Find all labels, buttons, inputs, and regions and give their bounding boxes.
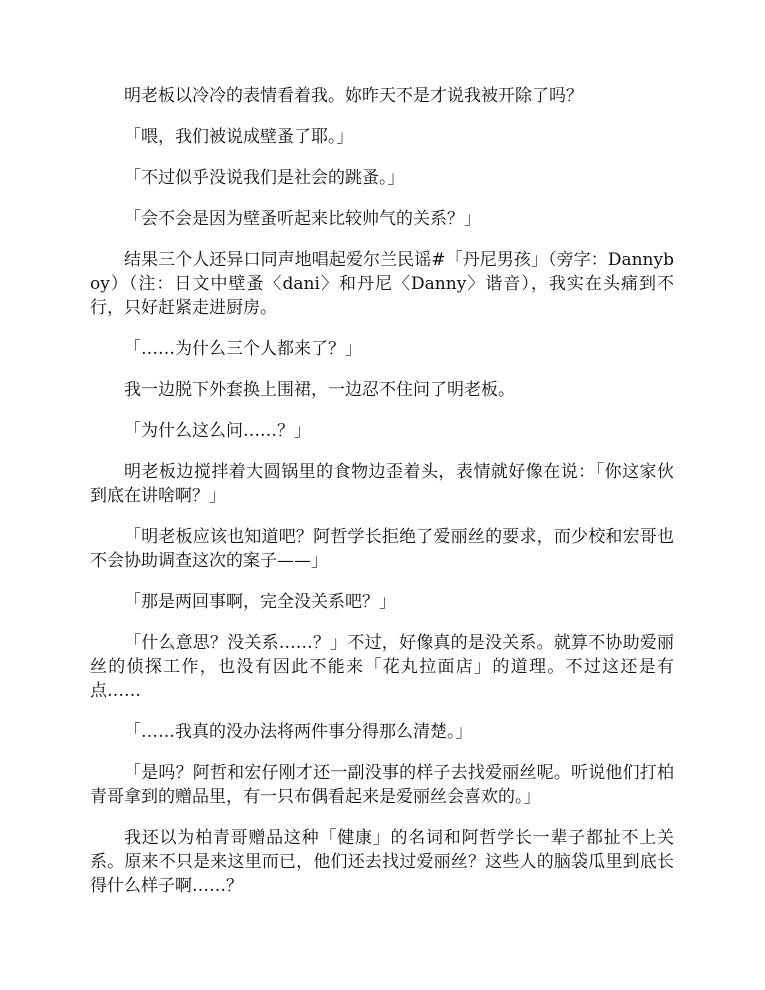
paragraph: 「不过似乎没说我们是社会的跳蚤。」 xyxy=(124,168,405,188)
paragraph: 「……我真的没办法将两件事分得那么清楚。」 xyxy=(124,722,473,742)
paragraph: 「会不会是因为壁蚤听起来比较帅气的关系？」 xyxy=(124,209,481,229)
paragraph: 「那是两回事啊，完全没关系吧？」 xyxy=(124,592,396,612)
document-page xyxy=(90,84,674,915)
paragraph: 结果三个人还异口同声地唱起爱尔兰民谣#「丹尼男孩」（旁字：Dannyboy）（注：日文中壁蚤〈dani〉和丹尼〈Danny〉谐音），我实在头痛到不行，只好赶紧走进厨房。 xyxy=(90,250,674,318)
paragraph: 「为什么这么问……？」 xyxy=(124,421,311,441)
paragraph: 我一边脱下外套换上围裙，一边忍不住问了明老板。 xyxy=(124,380,515,400)
paragraph: 我还以为柏青哥赠品这种「健康」的名词和阿哲学长一辈子都扯不上关系。原来不只是来这里而已，他们还去找过爱丽丝？这些人的脑袋瓜里到底长得什么样子啊……？ xyxy=(90,828,674,896)
paragraph: 明老板以冷冷的表情看着我。妳昨天不是才说我被开除了吗？ xyxy=(124,86,583,106)
paragraph: 「什么意思？没关系……？」不过，好像真的是没关系。就算不协助爱丽丝的侦探工作，也没有因此不能来「花丸拉面店」的道理。不过这还是有点…… xyxy=(90,633,674,701)
paragraph: 「……为什么三个人都来了？」 xyxy=(124,339,362,359)
paragraph: 明老板边搅拌着大圆锅里的食物边歪着头，表情就好像在说：「你这家伙到底在讲啥啊？」 xyxy=(90,462,674,506)
paragraph: 「是吗？阿哲和宏仔刚才还一副没事的样子去找爱丽丝呢。听说他们打柏青哥拿到的赠品里，有一只布偶看起来是爱丽丝会喜欢的。」 xyxy=(90,763,674,807)
paragraph: 「明老板应该也知道吧？阿哲学长拒绝了爱丽丝的要求，而少校和宏哥也不会协助调查这次的案子——」 xyxy=(90,527,674,571)
paragraph: 「喂，我们被说成壁蚤了耶。」 xyxy=(124,127,354,147)
